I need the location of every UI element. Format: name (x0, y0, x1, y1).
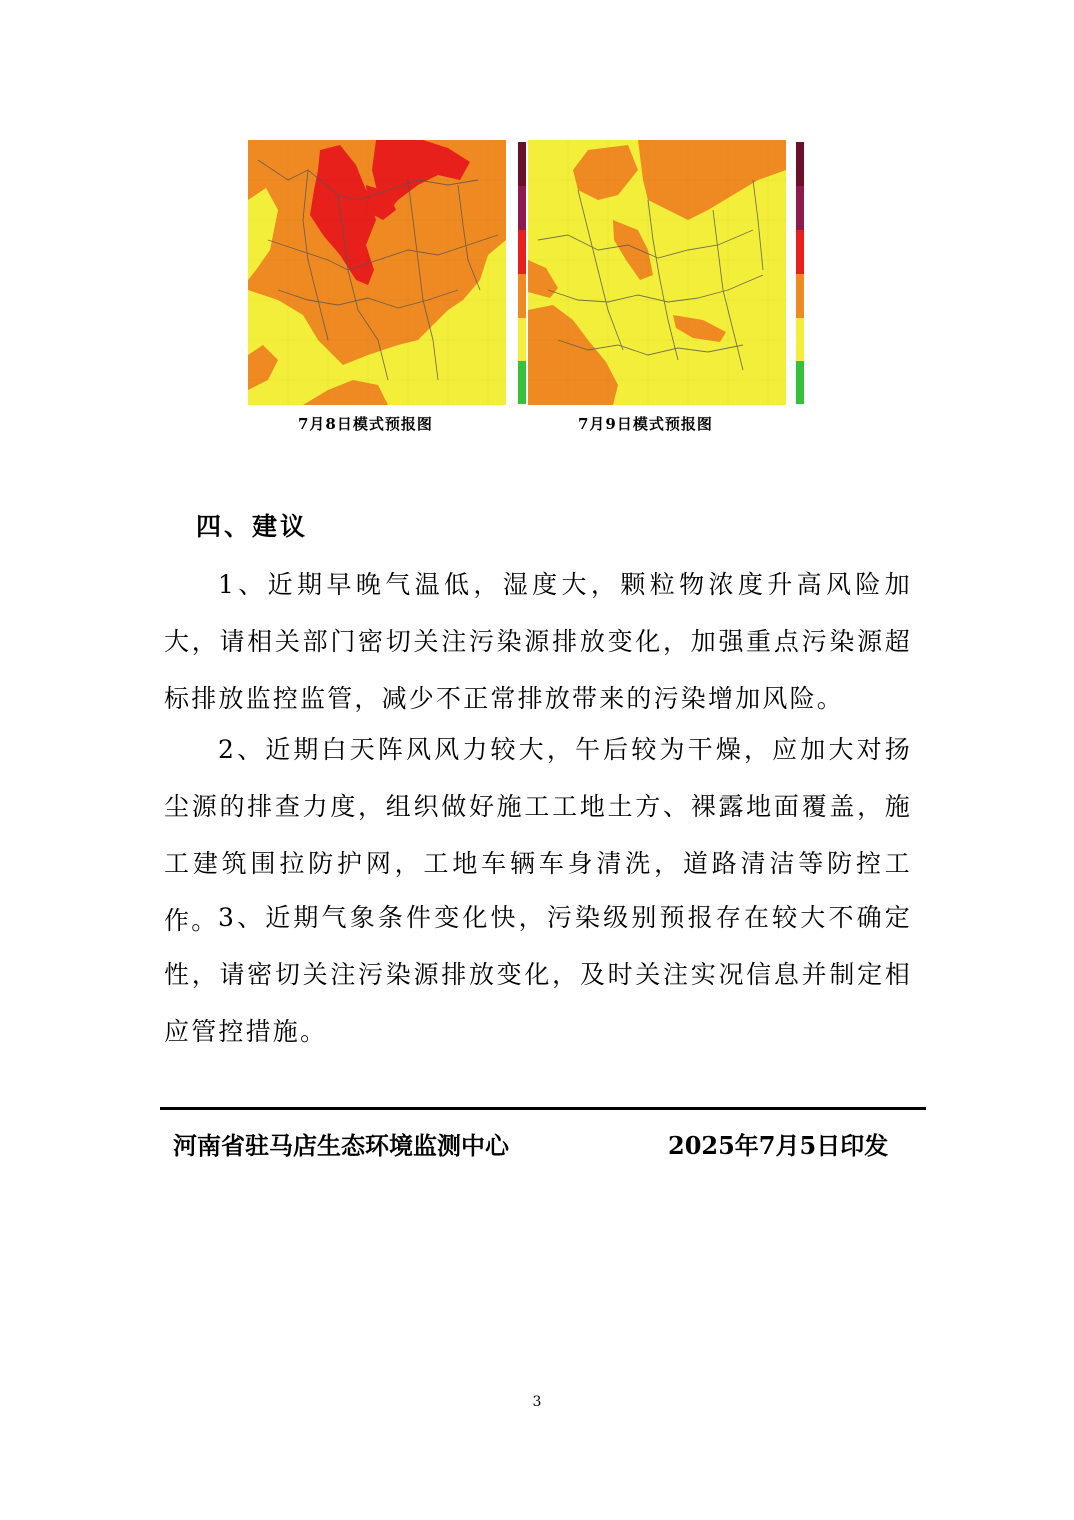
section-heading: 四、建议 (196, 512, 309, 541)
recommendation-paragraph: 2、近期白天阵风风力较大，午后较为干燥，应加大对扬尘源的排查力度，组织做好施工工地土方、裸露地面覆盖，施工建筑围拉防护网，工地车辆车身清洗，道路清洁等防控工作。 (164, 735, 912, 935)
issuing-organization: 河南省驻马店生态环境监测中心 (173, 1131, 509, 1160)
forecast-map-july-9 (528, 140, 786, 405)
footer-divider (160, 1107, 926, 1110)
recommendation-paragraph: 1、近期早晚气温低，湿度大，颗粒物浓度升高风险加大，请相关部门密切关注污染源排放变化，加强重点污染源超标排放监控监管，减少不正常排放带来的污染增加风险。 (164, 570, 912, 713)
issue-date: 2025年7月5日印发 (668, 1131, 889, 1160)
figure-caption: 7月9日模式预报图 (578, 415, 713, 433)
forecast-map-july-8 (248, 140, 506, 405)
figure-caption: 7月8日模式预报图 (298, 415, 433, 433)
page-number: 3 (532, 1394, 542, 1410)
legend-colorbar (796, 142, 804, 404)
recommendation-paragraph: 3、近期气象条件变化快，污染级别预报存在较大不确定性，请密切关注污染源排放变化，及时关注实况信息并制定相应管控措施。 (164, 903, 912, 1046)
pollution-forecast-map-image (248, 140, 506, 405)
legend-colorbar (518, 142, 526, 404)
pollution-forecast-map-image (528, 140, 786, 405)
